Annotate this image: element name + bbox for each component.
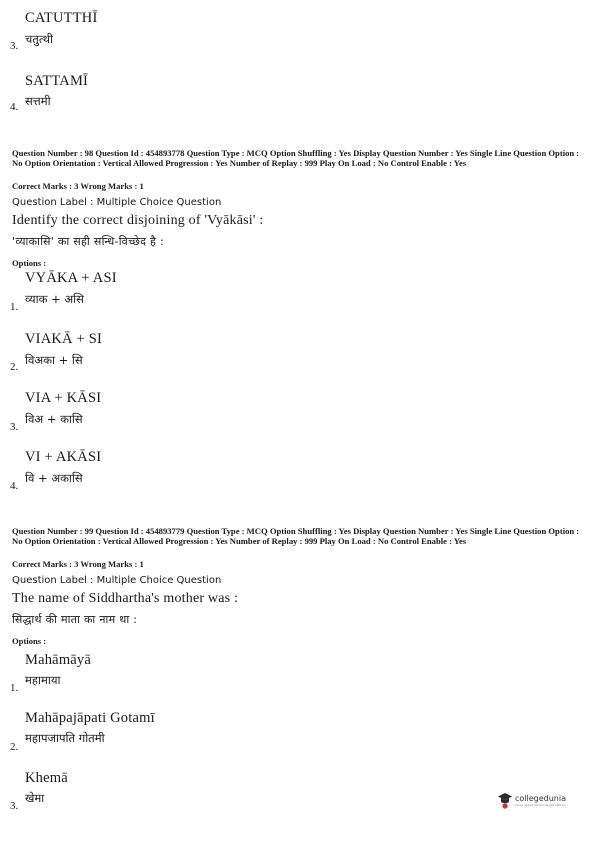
option-text-hi: महापजापति गोतमी <box>25 731 105 745</box>
option-text-hi: खेमा <box>25 791 45 805</box>
option-text-hi: सत्तमी <box>25 94 51 108</box>
option-text-en: VIA + KĀSI <box>25 390 102 406</box>
option-text-hi: वि + अकासि <box>25 471 83 485</box>
options-label: Options : <box>12 636 47 646</box>
option-text-hi: चतुत्थी <box>25 32 53 46</box>
question-meta: Question Number : 98 Question Id : 454893778 Question Type : MCQ Option Shuffling : Yes Display Question Number : Yes Single Line Question Option : No Option Orientation : Vertical Allowed Progression : Yes Number of Replay : 999 Play On Load : No Control Enable : Yes <box>12 148 580 168</box>
option-text-en: Khemā <box>25 770 68 786</box>
option-text-hi: विअका + सि <box>25 353 83 367</box>
option-text-en: Mahāpajāpati Gotamī <box>25 710 155 726</box>
option-text-en: SATTAMĪ <box>25 73 89 89</box>
question-text: Identify the correct disjoining of 'Vyākāsi' : <box>12 213 264 228</box>
graduation-cap-icon <box>497 792 513 810</box>
option-text-en: VI + AKĀSI <box>25 449 102 465</box>
option-text-en: CATUTTHĪ <box>25 10 98 26</box>
question-marks: Correct Marks : 3 Wrong Marks : 1 <box>12 181 144 191</box>
question-label: Question Label : Multiple Choice Question <box>12 197 222 208</box>
collegedunia-logo <box>497 792 587 812</box>
question-meta: Question Number : 99 Question Id : 454893779 Question Type : MCQ Option Shuffling : Yes Display Question Number : Yes Single Line Question Option : No Option Orientation : Vertical Allowed Progression : Yes Number of Replay : 999 Play On Load : No Control Enable : Yes <box>12 526 580 546</box>
question-text-hindi: सिद्धार्थ की माता का नाम था : <box>12 613 138 626</box>
option-number: 2. <box>10 361 19 373</box>
option-number: 1. <box>10 301 19 313</box>
option-text-hi: विअ + कासि <box>25 412 83 426</box>
watermark-tagline: India's largest Student Review Platform <box>515 804 567 807</box>
option-text-hi: महामाया <box>25 673 61 687</box>
option-text-en: VIAKĀ + SI <box>25 331 103 347</box>
option-text-hi: व्याक + असि <box>25 292 84 306</box>
option-number: 1. <box>10 682 19 694</box>
option-number: 3. <box>10 421 19 433</box>
option-number: 3. <box>10 40 19 52</box>
question-marks: Correct Marks : 3 Wrong Marks : 1 <box>12 559 144 569</box>
option-text-en: VYĀKA + ASI <box>25 270 117 286</box>
option-text-en: Mahāmāyā <box>25 652 92 668</box>
option-number: 3. <box>10 800 19 812</box>
options-label: Options : <box>12 258 47 268</box>
question-text: The name of Siddhartha's mother was : <box>12 591 239 606</box>
option-number: 4. <box>10 101 19 113</box>
option-number: 2. <box>10 741 19 753</box>
watermark-brand: collegedunia <box>515 794 567 803</box>
question-text-hindi: 'व्याकासि' का सही सन्धि-विच्छेद है : <box>12 235 165 248</box>
question-label: Question Label : Multiple Choice Question <box>12 575 222 586</box>
option-number: 4. <box>10 480 19 492</box>
